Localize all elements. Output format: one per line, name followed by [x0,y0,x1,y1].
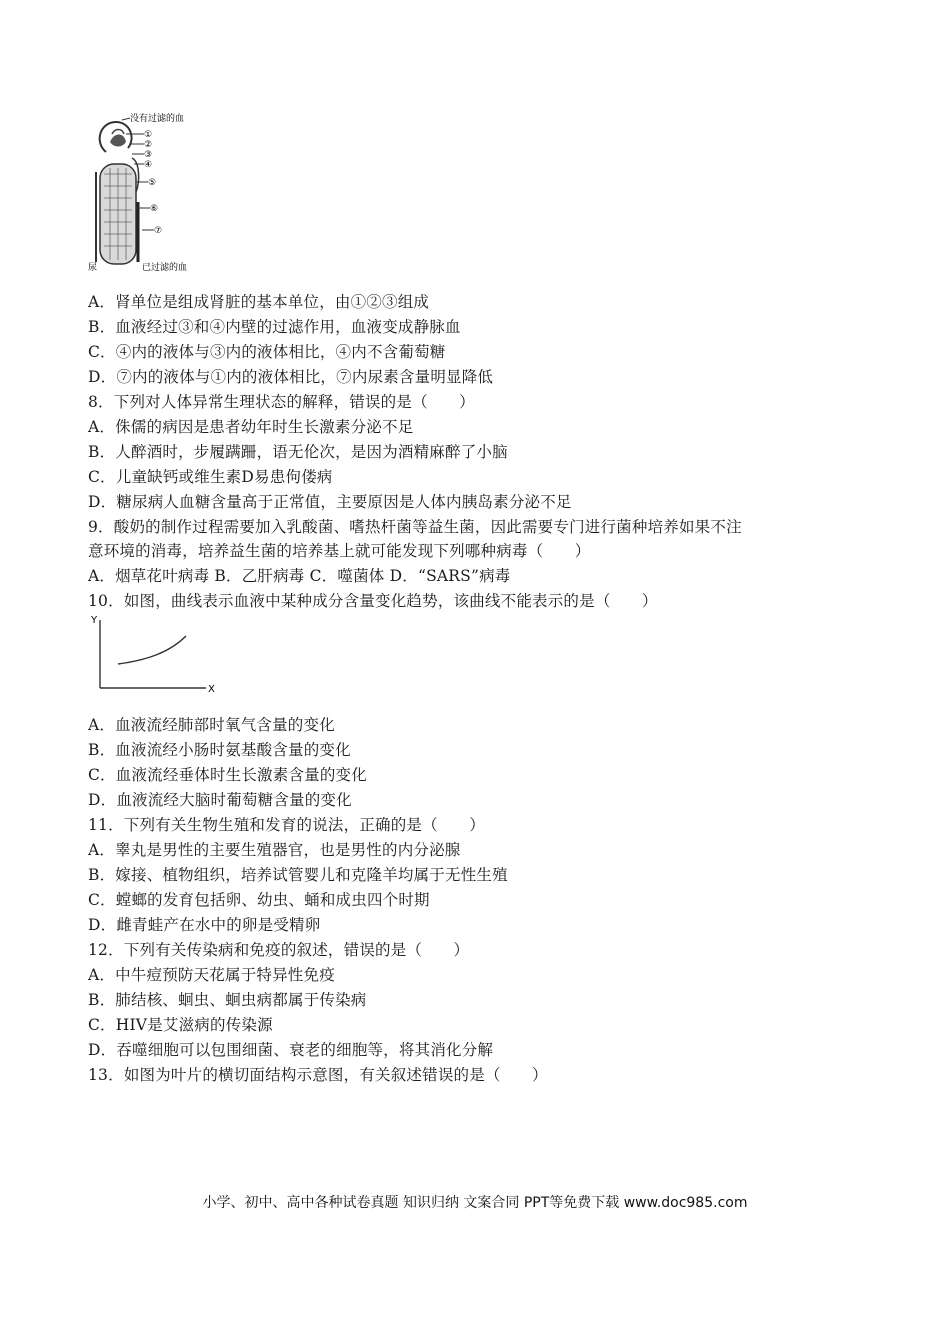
option-7d: D．⑦内的液体与①内的液体相比，⑦内尿素含量明显降低 [88,368,494,386]
label-unfiltered-blood: 没有过滤的血 [130,114,185,124]
option-8b: B．人醉酒时，步履蹒跚，语无伦次，是因为酒精麻醉了小脑 [88,443,508,461]
option-8a: A．侏儒的病因是患者幼年时生长激素分泌不足 [88,418,414,436]
option-8d: D．糖尿病人血糖含量高于正常值，主要原因是人体内胰岛素分泌不足 [88,493,572,511]
label-2: ② [144,140,153,150]
option-11d: D．雌青蛙产在水中的卵是受精卵 [88,916,321,934]
y-axis-label: Y [91,615,98,626]
option-12c: C．HIV是艾滋病的传染源 [88,1016,273,1034]
label-urine: 尿 [88,263,98,273]
label-6: ⑥ [150,204,159,214]
option-11a: A．睾丸是男性的主要生殖器官，也是男性的内分泌腺 [88,841,461,859]
option-10a: A．血液流经肺部时氧气含量的变化 [88,716,335,734]
option-8c: C．儿童缺钙或维生素D易患佝偻病 [88,468,333,486]
question-8: 8．下列对人体异常生理状态的解释，错误的是（ ） [88,393,475,411]
label-5: ⑤ [148,178,157,188]
label-3: ③ [144,150,153,160]
glomerulus [110,135,126,147]
label-1: ① [144,130,153,140]
label-7: ⑦ [154,226,163,236]
label-filtered-blood: 已过滤的血 [142,263,188,273]
option-12a: A．中牛痘预防天花属于特异性免疫 [88,966,335,984]
option-7c: C．④内的液体与③内的液体相比，④内不含葡萄糖 [88,343,446,361]
question-11: 11．下列有关生物生殖和发育的说法，正确的是（ ） [88,816,485,834]
rising-curve [118,636,186,664]
option-10c: C．血液流经垂体时生长激素含量的变化 [88,766,367,784]
options-9: A．烟草花叶病毒 B．乙肝病毒 C．噬菌体 D．“SARS”病毒 [88,567,511,585]
question-9-line2: 意环境的消毒，培养益生菌的培养基上就可能发现下列哪种病毒（ ） [88,542,591,560]
option-10d: D．血液流经大脑时葡萄糖含量的变化 [88,791,352,809]
label-4: ④ [144,160,153,170]
question-10: 10．如图，曲线表示血液中某种成分含量变化趋势，该曲线不能表示的是（ ） [88,592,658,610]
option-11b: B．嫁接、植物组织，培养试管婴儿和克隆羊均属于无性生殖 [88,866,508,884]
page-footer: 小学、初中、高中各种试卷真题 知识归纳 文案合同 PPT等免费下载 www.doc985.com [202,1195,748,1211]
nephron-figure [86,112,208,274]
option-12d: D．吞噬细胞可以包围细菌、衰老的细胞等，将其消化分解 [88,1041,494,1059]
curve-figure [88,612,224,696]
option-11c: C．螳螂的发育包括卵、幼虫、蛹和成虫四个时期 [88,891,430,909]
question-12: 12．下列有关传染病和免疫的叙述，错误的是（ ） [88,941,470,959]
option-7b: B．血液经过③和④内壁的过滤作用，血液变成静脉血 [88,318,461,336]
question-9-line1: 9．酸奶的制作过程需要加入乳酸菌、嗜热杆菌等益生菌，因此需要专门进行菌种培养如果不注 [88,518,742,536]
option-7a: A．肾单位是组成肾脏的基本单位，由①②③组成 [88,293,430,311]
option-10b: B．血液流经小肠时氨基酸含量的变化 [88,741,351,759]
option-12b: B．肺结核、蛔虫、蛔虫病都属于传染病 [88,991,367,1009]
question-13: 13．如图为叶片的横切面结构示意图，有关叙述错误的是（ ） [88,1066,548,1084]
x-axis-label: X [208,684,215,695]
